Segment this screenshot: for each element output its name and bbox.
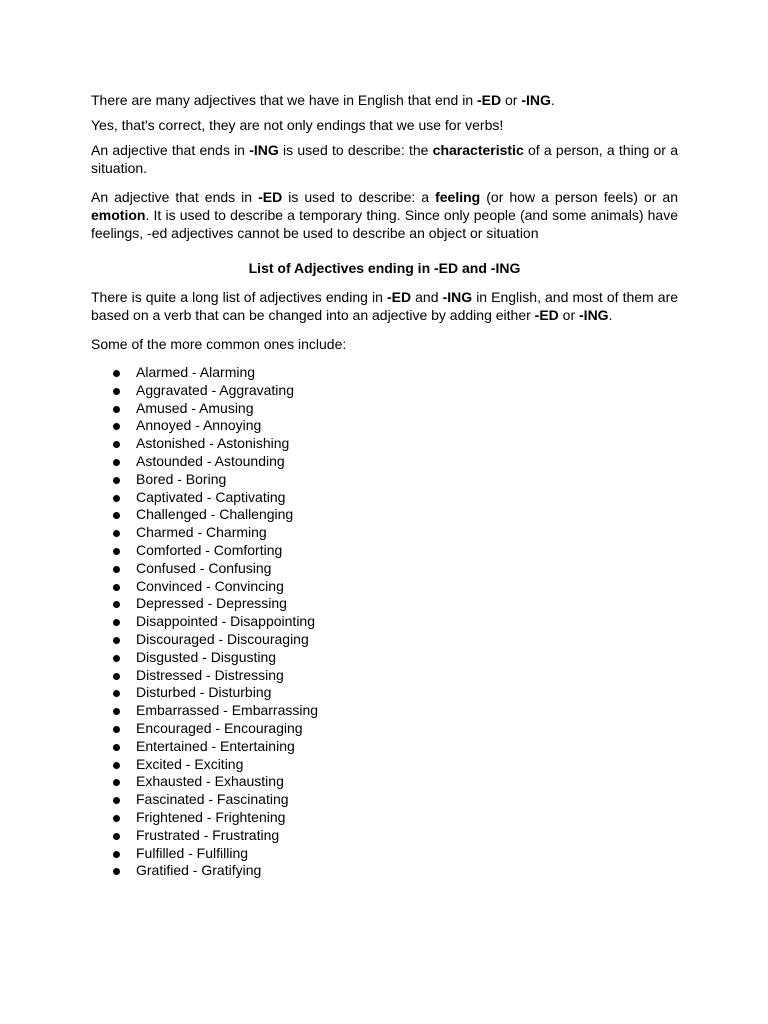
adjective-pair: Aggravated - Aggravating: [136, 381, 294, 398]
bullet-icon: [113, 566, 120, 573]
bullet-icon: [113, 851, 120, 858]
list-item: [91, 382, 678, 400]
bullet-icon: [113, 512, 120, 519]
adjective-pair: Charmed - Charming: [136, 524, 267, 541]
adjective-pair: Annoyed - Annoying: [136, 417, 262, 434]
text: .: [550, 92, 555, 108]
list-item: [91, 471, 678, 489]
list-item: [91, 631, 678, 649]
intro-paragraph-2: Yes, that's correct, they are not only endings that we use for verbs!: [91, 117, 504, 133]
text: or: [558, 307, 580, 323]
bold-text: -ED: [258, 189, 283, 205]
bold-text: -ING: [442, 289, 473, 305]
adjective-pair: Convinced - Convincing: [136, 577, 284, 594]
bullet-icon: [113, 495, 120, 502]
section-heading: List of Adjectives ending in -ED and -ING: [248, 260, 521, 276]
intro-paragraph-4: [91, 188, 678, 242]
list-item: [91, 560, 678, 578]
intro-paragraph-3: [91, 141, 678, 177]
bullet-icon: [113, 459, 120, 466]
adjective-pair: Distressed - Distressing: [136, 666, 284, 683]
adjective-pair: Excited - Exciting: [136, 755, 244, 772]
list-item: [91, 827, 678, 845]
adjective-pair: Fascinated - Fascinating: [136, 791, 289, 808]
adjective-pair: Disturbed - Disturbing: [136, 684, 272, 701]
adjective-pair: Bored - Boring: [136, 470, 227, 487]
bullet-icon: [113, 797, 120, 804]
bold-text: -ING: [249, 142, 279, 158]
adjective-pair: Frustrated - Frustrating: [136, 826, 280, 843]
text: of a person, a thing or a situation.: [91, 142, 678, 176]
list-item: [91, 578, 678, 596]
text: . It is used to describe a temporary thing. Since only people (and some animals) have feelings, -ed adjectives cannot be used to describe an object or situation: [91, 207, 678, 241]
list-item: [91, 720, 678, 738]
list-item: [91, 453, 678, 471]
bold-text: -ING: [579, 307, 609, 323]
bold-text: emotion: [91, 207, 146, 223]
list-item: [91, 489, 678, 507]
list-item: [91, 595, 678, 613]
adjective-pair: Encouraged - Encouraging: [136, 719, 303, 736]
bold-text: characteristic: [432, 142, 524, 158]
bold-text: -ING: [521, 92, 551, 108]
adjective-pair: Astonished - Astonishing: [136, 435, 290, 452]
bullet-icon: [113, 833, 120, 840]
bullet-icon: [113, 762, 120, 769]
adjective-pair: Discouraged - Discouraging: [136, 630, 309, 647]
list-item: [91, 702, 678, 720]
adjective-pair: Confused - Confusing: [136, 559, 272, 576]
adjective-pair: Frightened - Frightening: [136, 808, 286, 825]
bullet-icon: [113, 370, 120, 377]
list-item: [91, 684, 678, 702]
list-item: [91, 773, 678, 791]
adjective-pair: Embarrassed - Embarrassing: [136, 702, 319, 719]
text: An adjective that ends in: [91, 142, 250, 158]
list-item: [91, 756, 678, 774]
bullet-icon: [113, 779, 120, 786]
text: and: [411, 289, 443, 305]
adjective-pair: Amused - Amusing: [136, 399, 254, 416]
adjective-list: [91, 364, 678, 880]
text: in English, and most of them are based on a verb that can be changed into an adjective by adding either: [91, 289, 679, 323]
bullet-icon: [113, 584, 120, 591]
list-item: [91, 613, 678, 631]
list-item: [91, 542, 678, 560]
adjective-pair: Disgusted - Disgusting: [136, 648, 277, 665]
bullet-icon: [113, 423, 120, 430]
adjective-pair: Disappointed - Disappointing: [136, 613, 315, 630]
list-intro-paragraph: [91, 288, 678, 324]
list-item: [91, 524, 678, 542]
list-item: [91, 862, 678, 880]
list-item: [91, 400, 678, 418]
adjective-pair: Alarmed - Alarming: [136, 364, 256, 380]
bullet-icon: [113, 726, 120, 733]
intro-paragraph-1: [91, 91, 678, 109]
bold-text: -ED: [386, 289, 412, 305]
text: There is quite a long list of adjectives ending in: [91, 289, 387, 305]
bullet-icon: [113, 388, 120, 395]
text: is used to describe: a: [282, 189, 436, 205]
bold-text: -ED: [477, 92, 502, 108]
bullet-icon: [113, 637, 120, 644]
bullet-icon: [113, 441, 120, 448]
bold-text: feeling: [435, 189, 481, 205]
text: or: [501, 92, 522, 108]
bullet-icon: [113, 619, 120, 626]
list-item: [91, 809, 678, 827]
adjective-pair: Fulfilled - Fulfilling: [136, 844, 249, 861]
list-item: [91, 417, 678, 435]
bullet-icon: [113, 655, 120, 662]
bullet-icon: [113, 815, 120, 822]
adjective-pair: Comforted - Comforting: [136, 541, 283, 558]
bold-text: -ED: [534, 307, 559, 323]
list-item: [91, 738, 678, 756]
text: An adjective that ends in: [91, 189, 259, 205]
bullet-icon: [113, 477, 120, 484]
text: is used to describe: the: [278, 142, 433, 158]
bullet-icon: [113, 601, 120, 608]
bullet-icon: [113, 690, 120, 697]
list-item: [91, 791, 678, 809]
list-item: [91, 364, 678, 382]
adjective-pair: Captivated - Captivating: [136, 488, 286, 505]
list-item: [91, 506, 678, 524]
bullet-icon: [113, 673, 120, 680]
bullet-icon: [113, 548, 120, 555]
text: .: [608, 307, 613, 323]
list-item: [91, 435, 678, 453]
bullet-icon: [113, 406, 120, 413]
bullet-icon: [113, 744, 120, 751]
adjective-pair: Depressed - Depressing: [136, 595, 287, 612]
adjective-pair: Exhausted - Exhausting: [136, 773, 284, 790]
list-item: [91, 667, 678, 685]
list-item: [91, 845, 678, 863]
adjective-pair: Astounded - Astounding: [136, 452, 285, 469]
text: (or how a person feels) or an: [480, 189, 679, 205]
common-intro-paragraph: Some of the more common ones include:: [91, 336, 347, 352]
text: There are many adjectives that we have in English that end in: [91, 92, 477, 108]
bullet-icon: [113, 868, 120, 875]
list-item: [91, 649, 678, 667]
bullet-icon: [113, 530, 120, 537]
document-page: [91, 91, 678, 880]
adjective-pair: Challenged - Challenging: [136, 506, 294, 523]
bullet-icon: [113, 708, 120, 715]
adjective-pair: Gratified - Gratifying: [136, 862, 262, 879]
adjective-pair: Entertained - Entertaining: [136, 737, 295, 754]
